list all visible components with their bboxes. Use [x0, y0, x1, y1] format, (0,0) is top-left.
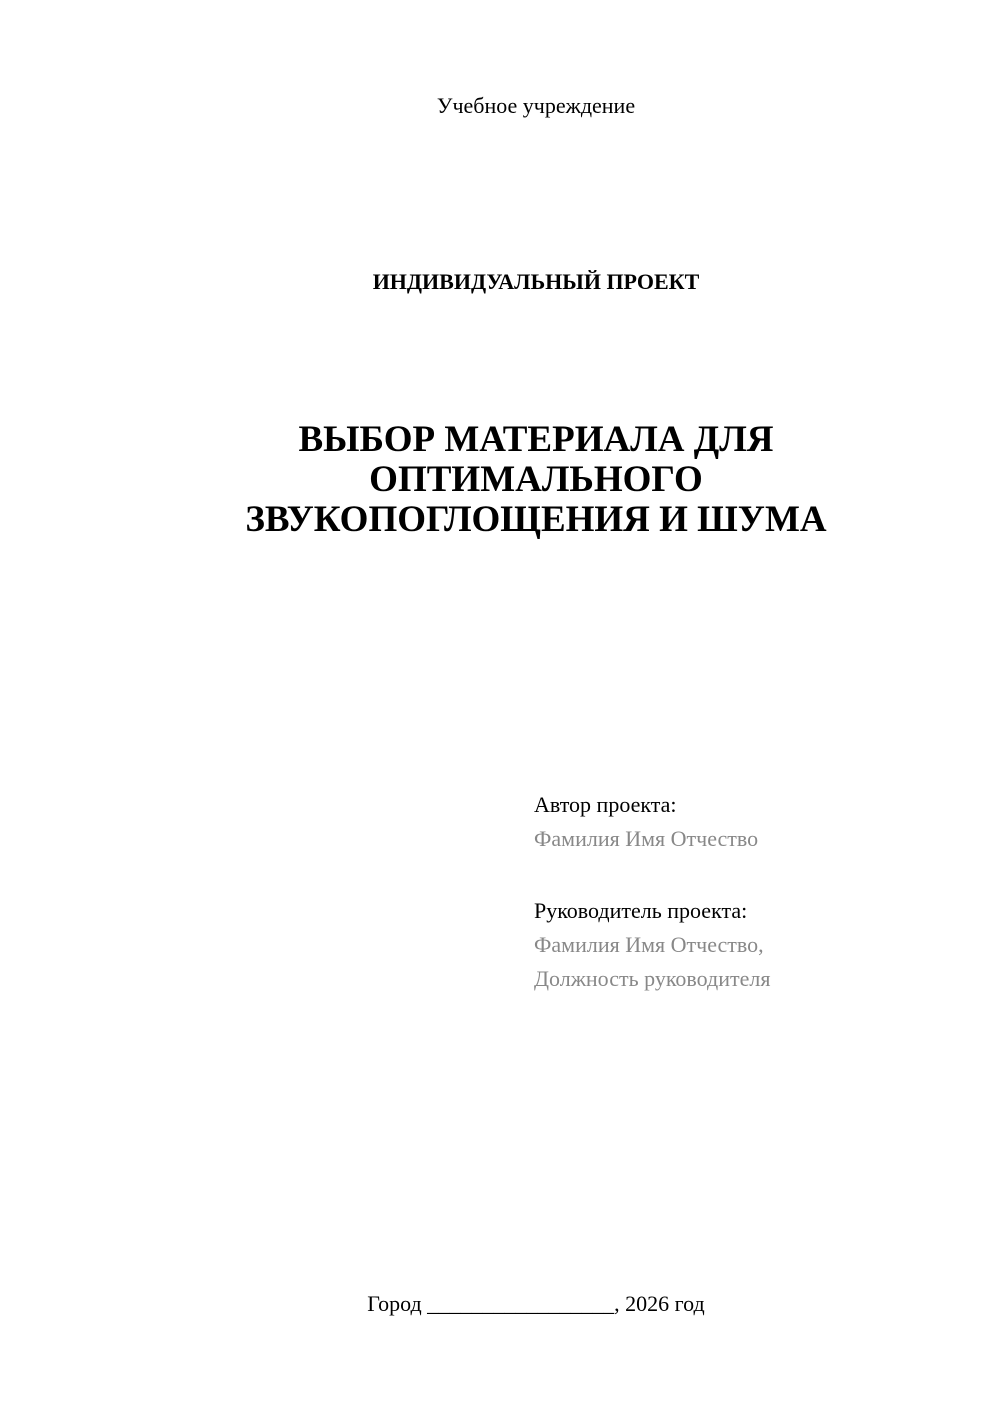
credits-block — [534, 788, 974, 996]
author-name: Фамилия Имя Отчество — [534, 826, 759, 851]
project-type-heading: ИНДИВИДУАЛЬНЫЙ ПРОЕКТ — [372, 269, 700, 294]
city-year-footer: Город _________________, 2026 год — [367, 1291, 705, 1316]
supervisor-name: Фамилия Имя Отчество, — [534, 932, 764, 957]
project-title-line-3: ЗВУКОПОГЛОЩЕНИЯ И ШУМА — [245, 499, 827, 540]
supervisor-label: Руководитель проекта: — [534, 898, 748, 923]
project-title-line-2: ОПТИМАЛЬНОГО — [369, 459, 703, 500]
institution-name: Учебное учреждение — [436, 93, 636, 118]
project-title — [0, 420, 1000, 540]
credits-spacer — [534, 856, 974, 894]
author-label: Автор проекта: — [534, 792, 677, 817]
project-title-line-1: ВЫБОР МАТЕРИАЛА ДЛЯ — [298, 419, 774, 460]
supervisor-position: Должность руководителя — [534, 966, 771, 991]
